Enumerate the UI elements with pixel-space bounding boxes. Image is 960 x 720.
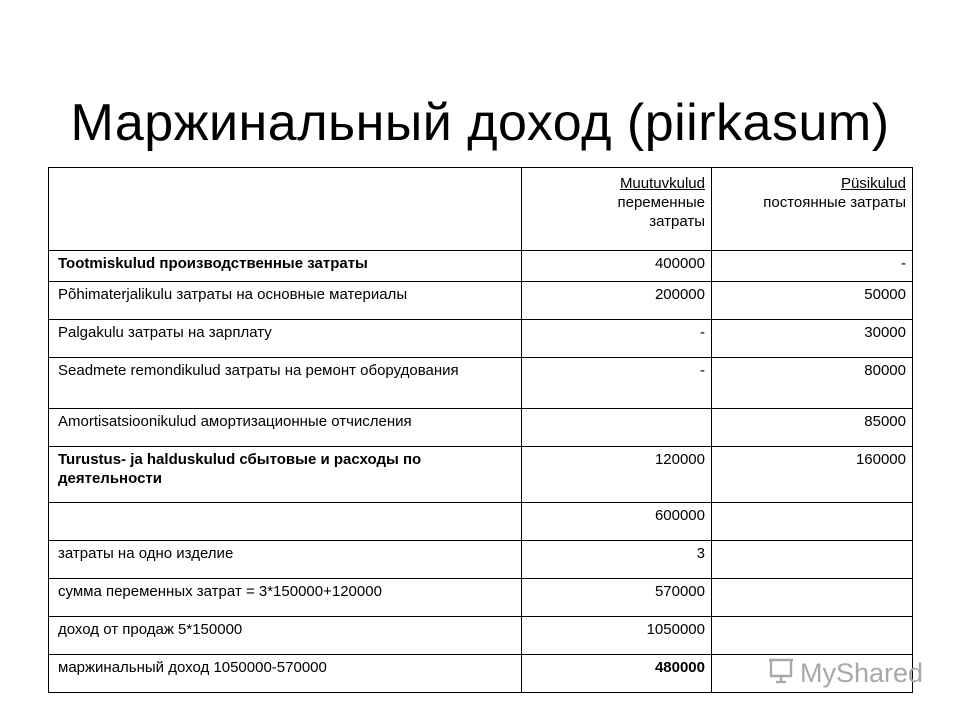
row-variable-value: 480000: [522, 655, 712, 693]
row-fixed-value: [712, 503, 913, 541]
row-label: затраты на одно изделие: [49, 541, 522, 579]
table-header-row: [49, 168, 913, 251]
header-fixed-costs: [712, 168, 913, 251]
row-variable-value: 1050000: [522, 617, 712, 655]
table-row: [49, 282, 913, 320]
header-fixed-costs-et: Püsikulud: [840, 175, 906, 192]
table-row: [49, 617, 913, 655]
row-label: доход от продаж 5*150000: [49, 617, 522, 655]
table-row: [49, 503, 913, 541]
header-fixed-costs-ru: постоянные затраты: [763, 194, 906, 211]
slide-title: Маржинальный доход (piirkasum): [70, 93, 890, 152]
row-variable-value: 600000: [522, 503, 712, 541]
table-row: [49, 541, 913, 579]
cost-table: [48, 167, 913, 693]
header-variable-costs: [522, 168, 712, 251]
row-fixed-value: [712, 579, 913, 617]
row-variable-value: 570000: [522, 579, 712, 617]
row-label: [49, 503, 522, 541]
table-row: [49, 358, 913, 409]
header-variable-costs-et: Muutuvkulud: [619, 175, 705, 192]
row-fixed-value: [712, 617, 913, 655]
table-row: [49, 447, 913, 503]
row-variable-value: 120000: [522, 447, 712, 503]
watermark-text: MyShared: [800, 657, 924, 688]
table-row: [49, 320, 913, 358]
header-empty-cell: [49, 168, 522, 251]
watermark: [766, 656, 923, 690]
row-fixed-value: 160000: [712, 447, 913, 503]
row-variable-value: 400000: [522, 251, 712, 282]
row-variable-value: -: [522, 358, 712, 409]
table-row: [49, 409, 913, 447]
row-label: Amortisatsioonikulud амортизационные отчисления: [49, 409, 522, 447]
row-fixed-value: 30000: [712, 320, 913, 358]
table-row: [49, 251, 913, 282]
row-label: Tootmiskulud производственные затраты: [49, 251, 522, 282]
row-variable-value: -: [522, 320, 712, 358]
row-fixed-value: 85000: [712, 409, 913, 447]
row-variable-value: [522, 409, 712, 447]
table-row: [49, 579, 913, 617]
projector-screen-icon: [766, 655, 800, 692]
row-fixed-value: 80000: [712, 358, 913, 409]
row-label: Põhimaterjalikulu затраты на основные материалы: [49, 282, 522, 320]
row-label: Seadmete remondikulud затраты на ремонт оборудования: [49, 358, 522, 409]
header-variable-costs-ru-2: затраты: [649, 213, 705, 230]
row-label: сумма переменных затрат = 3*150000+120000: [49, 579, 522, 617]
row-label: маржинальный доход 1050000-570000: [49, 655, 522, 693]
row-fixed-value: [712, 541, 913, 579]
row-label: Turustus- ja halduskulud сбытовые и расходы по деятельности: [49, 447, 522, 503]
row-variable-value: 3: [522, 541, 712, 579]
row-variable-value: 200000: [522, 282, 712, 320]
row-fixed-value: -: [712, 251, 913, 282]
row-label: Palgakulu затраты на зарплату: [49, 320, 522, 358]
row-fixed-value: 50000: [712, 282, 913, 320]
header-variable-costs-ru-1: переменные: [617, 194, 705, 211]
